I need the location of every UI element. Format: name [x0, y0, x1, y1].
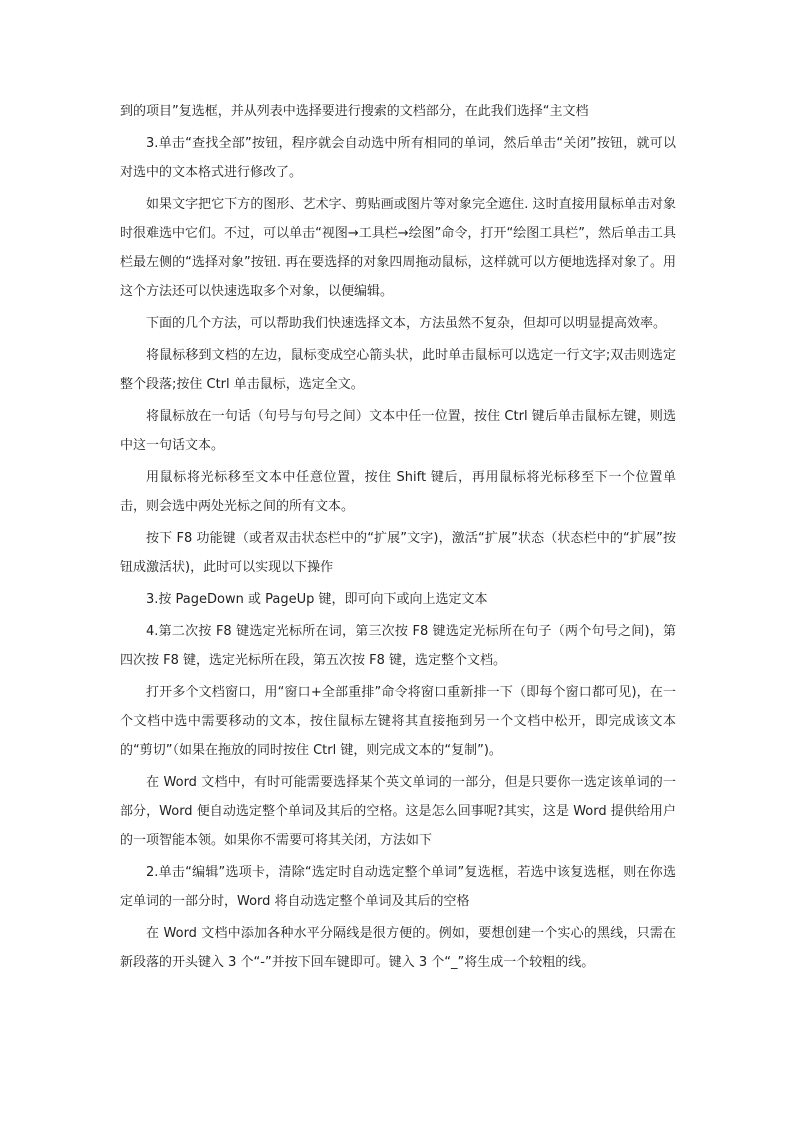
paragraph-select-objects: 如果文字把它下方的图形、艺术字、剪贴画或图片等对象完全遮住. 这时直接用鼠标单击对象时很难选中它们。不过，可以单击“视图→工具栏→绘图”命令，打开“绘图工具栏”，然后单击工具栏最左侧的“选择对象”按钮. 再在要选择的对象四周拖动鼠标，这样就可以方便地选择对象了。用这个方法还可以快速选取多个对象，以便编辑。 — [120, 197, 676, 299]
paragraph-word-select: 在 Word 文档中，有时可能需要选择某个英文单词的一部分，但是只要你一选定该单词的一部分，Word 便自动选定整个单词及其后的空格。这是怎么回事呢?其实，这是 Word 提供给用户的一项智能本领。如果你不需要可将其关闭，方法如下 — [120, 775, 676, 848]
paragraph-sentence-select: 将鼠标放在一句话（句号与句号之间）文本中任一位置，按住 Ctrl 键后单击鼠标左键，则选中这一句话文本。 — [120, 409, 676, 453]
document-body — [120, 97, 676, 980]
paragraph-continuation: 到的项目”复选框，并从列表中选择要进行搜索的文档部分，在此我们选择“主文档 — [120, 104, 589, 119]
paragraph-horizontal-lines: 在 Word 文档中添加各种水平分隔线是很方便的。例如，要想创建一个实心的黑线，只需在新段落的开头键入 3 个“-”并按下回车键即可。键入 3 个“_”将生成一个较粗的线。 — [120, 926, 676, 970]
paragraph-f8-extend: 按下 F8 功能键（或者双击状态栏中的“扩展”文字)，激活“扩展”状态（状态栏中的“扩展”按钮成激活状)，此时可以实现以下操作 — [120, 531, 676, 575]
paragraph-multi-window: 打开多个文档窗口，用“窗口+全部重排”命令将窗口重新排一下（即每个窗口都可见)，在一个文档中选中需要移动的文本，按住鼠标左键将其直接拖到另一个文档中松开，即完成该文本的“剪切”（如果在拖放的同时按住 Ctrl 键，则完成文本的“复制”)。 — [120, 685, 676, 758]
paragraph-find-all: 3.单击“查找全部”按钮，程序就会自动选中所有相同的单词，然后单击“关闭”按钮，就可以对选中的文本格式进行修改了。 — [120, 136, 676, 180]
paragraph-pagedown: 3.按 PageDown 或 PageUp 键，即可向下或向上选定文本 — [146, 592, 488, 607]
paragraph-intro-methods: 下面的几个方法，可以帮助我们快速选择文本，方法虽然不复杂，但却可以明显提高效率。 — [146, 316, 667, 331]
paragraph-f8-repeat: 4.第二次按 F8 键选定光标所在词，第三次按 F8 键选定光标所在句子（两个句号之间)，第四次按 F8 键，选定光标所在段，第五次按 F8 键，选定整个文档。 — [120, 624, 676, 668]
paragraph-left-margin: 将鼠标移到文档的左边，鼠标变成空心箭头状，此时单击鼠标可以选定一行文字;双击则选定整个段落;按住 Ctrl 单击鼠标，选定全文。 — [120, 348, 676, 392]
paragraph-edit-tab: 2.单击“编辑”选项卡，清除“选定时自动选定整个单词”复选框，若选中该复选框，则在你选定单词的一部分时，Word 将自动选定整个单词及其后的空格 — [120, 865, 676, 909]
paragraph-shift-select: 用鼠标将光标移至文本中任意位置，按住 Shift 键后，再用鼠标将光标移至下一个位置单击，则会选中两处光标之间的所有文本。 — [120, 470, 676, 514]
